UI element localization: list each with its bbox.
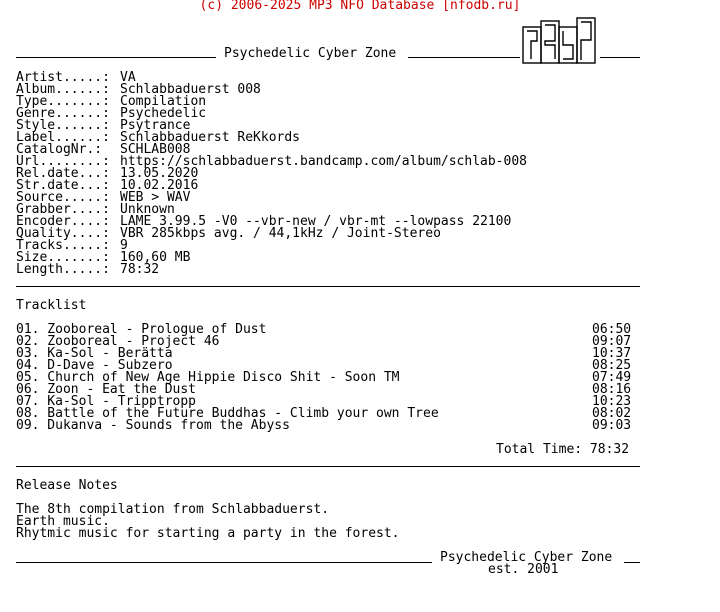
info-key-url: Url........:	[16, 154, 110, 169]
total-time: Total Time: 78:32	[496, 442, 630, 457]
info-key-source: Source.....:	[16, 190, 110, 205]
track-time: 08:25	[592, 358, 632, 373]
info-key-label: Label......:	[16, 130, 110, 145]
track-time: 07:49	[592, 370, 632, 385]
track-time: 09:03	[592, 418, 632, 433]
info-key-style: Style......:	[16, 118, 110, 133]
track-time: 09:07	[592, 334, 632, 349]
tracklist-heading: Tracklist	[16, 298, 87, 313]
divider-1	[16, 286, 640, 287]
info-value-catalognr: SCHLAB008	[120, 142, 191, 157]
track-time: 08:16	[592, 382, 632, 397]
info-value-album: Schlabbaduerst 008	[120, 82, 261, 97]
info-value-label: Schlabbaduerst ReKkords	[120, 130, 301, 145]
track-title: 03. Ka-Sol - Berätta	[16, 346, 173, 361]
divider-2	[16, 466, 640, 467]
track-title: 02. Zooboreal - Project 46	[16, 334, 220, 349]
info-key-type: Type.......:	[16, 94, 110, 109]
info-value-length: 78:32	[120, 262, 160, 277]
info-value-artist: VA	[120, 70, 136, 85]
track-title: 06. Zoon - Eat the Dust	[16, 382, 197, 397]
nfodb-banner: (c) 2006-2025 MP3 NFO Database [nfodb.ru]	[199, 0, 521, 13]
header-rule-right	[600, 57, 640, 58]
notes-line: Earth music.	[16, 514, 110, 529]
footer-rule-left	[16, 562, 432, 563]
info-value-url[interactable]: https://schlabbaduerst.bandcamp.com/album/schlab-008	[120, 154, 527, 169]
info-value-type: Compilation	[120, 94, 207, 109]
info-value-quality: VBR 285kbps avg. / 44,1kHz / Joint-Stereo	[120, 226, 441, 241]
info-key-str-date: Str.date...:	[16, 178, 110, 193]
header-rule-mid	[408, 57, 520, 58]
header-title: Psychedelic Cyber Zone	[224, 46, 397, 61]
footer-est: est. 2001	[488, 562, 559, 577]
notes-line: Rhytmic music for starting a party in the forest.	[16, 526, 400, 541]
info-key-rel-date: Rel.date...:	[16, 166, 110, 181]
track-time: 10:23	[592, 394, 632, 409]
track-title: 08. Battle of the Future Buddhas - Climb your own Tree	[16, 406, 439, 421]
footer-title: Psychedelic Cyber Zone	[440, 550, 613, 565]
info-key-encoder: Encoder....:	[16, 214, 110, 229]
track-title: 09. Dukanva - Sounds from the Abyss	[16, 418, 290, 433]
footer-rule-right	[624, 562, 640, 563]
info-key-tracks: Tracks.....:	[16, 238, 110, 253]
notes-line: The 8th compilation from Schlabbaduerst.	[16, 502, 330, 517]
info-value-style: Psytrance	[120, 118, 191, 133]
track-title: 05. Church of New Age Hippie Disco Shit - Soon TM	[16, 370, 400, 385]
info-key-catalognr: CatalogNr.:	[16, 142, 103, 157]
info-key-size: Size.......:	[16, 250, 110, 265]
notes-heading: Release Notes	[16, 478, 118, 493]
info-value-str-date: 10.02.2016	[120, 178, 199, 193]
info-key-quality: Quality....:	[16, 226, 110, 241]
info-key-genre: Genre......:	[16, 106, 110, 121]
track-time: 06:50	[592, 322, 632, 337]
info-value-source: WEB > WAV	[120, 190, 191, 205]
track-time: 10:37	[592, 346, 632, 361]
info-value-genre: Psychedelic	[120, 106, 207, 121]
track-title: 07. Ka-Sol - Tripptropp	[16, 394, 197, 409]
pcz-logo	[522, 17, 598, 65]
info-value-tracks: 9	[120, 238, 128, 253]
track-title: 01. Zooboreal - Prologue of Dust	[16, 322, 267, 337]
track-title: 04. D-Dave - Subzero	[16, 358, 173, 373]
header-rule-left	[16, 57, 216, 58]
info-value-rel-date: 13.05.2020	[120, 166, 199, 181]
info-value-size: 160,60 MB	[120, 250, 191, 265]
info-key-length: Length.....:	[16, 262, 110, 277]
info-key-album: Album......:	[16, 82, 110, 97]
info-value-encoder: LAME 3.99.5 -V0 --vbr-new / vbr-mt --lowpass 22100	[120, 214, 512, 229]
info-value-grabber: Unknown	[120, 202, 175, 217]
info-key-grabber: Grabber....:	[16, 202, 110, 217]
info-key-artist: Artist.....:	[16, 70, 110, 85]
track-time: 08:02	[592, 406, 632, 421]
